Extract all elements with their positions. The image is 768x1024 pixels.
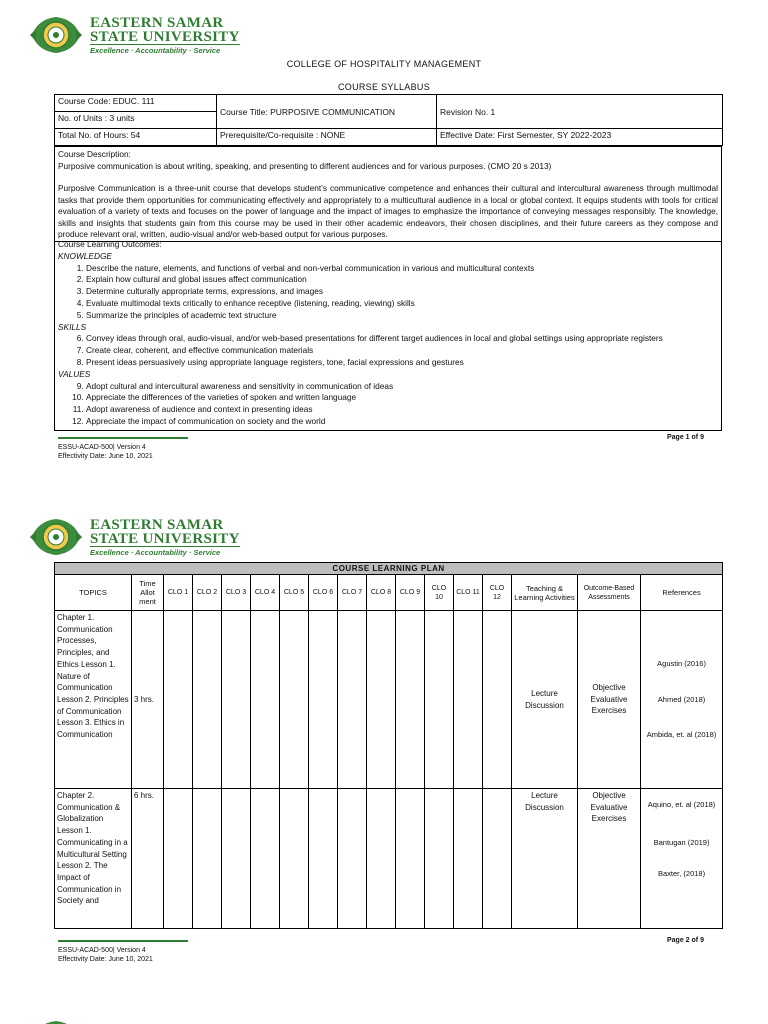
outcome-item: 10. Appreciate the differences of the varieties of spoken and written language	[86, 392, 718, 404]
footer-effectivity: Effectivity Date: June 10, 2021	[58, 956, 153, 963]
header-clo: CLO 10	[425, 575, 454, 611]
header-clo: CLO 5	[280, 575, 309, 611]
page-number: Page 2 of 9	[667, 937, 704, 944]
learning-plan-band: COURSE LEARNING PLAN	[55, 563, 723, 575]
skills-label: SKILLS	[58, 321, 87, 332]
outcome-item: 5. Summarize the principles of academic text structure	[86, 310, 718, 322]
footer-code: ESSU-ACAD-500| Version 4	[58, 947, 146, 954]
outcome-item: 6. Convey ideas through oral, audio-visual, and/or web-based presentations for different target audiences in local and global settings using appropriate registers	[86, 333, 718, 345]
reference-item: Ambida, et. al (2018)	[646, 730, 717, 740]
row-time: 3 hrs.	[132, 611, 164, 789]
row-topic: Chapter 1. Communication Processes, Principles, and Ethics Lesson 1. Nature of Communication Lesson 2. Principles of Communication Lesson 3. Ethics in Communication	[55, 611, 132, 789]
footer-rule	[58, 940, 188, 942]
course-learning-outcomes	[54, 238, 722, 431]
units: No. of Units : 3 units	[55, 112, 217, 129]
outcome-item: 8. Present ideas persuasively using appropriate language registers, tone, facial expressions and gestures	[86, 357, 718, 369]
row-teaching-activity: Lecture Discussion	[512, 611, 578, 789]
footer-rule	[58, 437, 188, 439]
row-teaching-activity: Lecture Discussion	[512, 789, 578, 929]
header-clo: CLO 12	[483, 575, 512, 611]
university-name-line2: STATE UNIVERSITY	[90, 530, 240, 547]
values-list	[58, 381, 718, 428]
header-teaching-activities: Teaching & Learning Activities	[512, 575, 578, 611]
outcome-item: 2. Explain how cultural and global issues affect communication	[86, 274, 718, 286]
reference-item: Agustin (2016)	[657, 659, 706, 669]
effective-date: Effective Date: First Semester, SY 2022-2023	[437, 129, 723, 146]
outcome-item: 4. Evaluate multimodal texts critically to enhance receptive (listening, reading, viewing) skills	[86, 298, 718, 310]
university-seal-icon	[28, 13, 84, 57]
university-seal-icon	[28, 1017, 84, 1024]
reference-item: Baxter, (2018)	[657, 869, 706, 878]
skills-list	[58, 333, 718, 368]
university-name-line1: EASTERN SAMAR	[90, 516, 224, 533]
values-label: VALUES	[58, 368, 91, 379]
footer-doc-code	[58, 443, 153, 461]
header-references: References	[641, 575, 723, 611]
header-topics: TOPICS	[55, 575, 132, 611]
row-assessment: Objective Evaluative Exercises	[578, 789, 641, 929]
header-clo: CLO 6	[309, 575, 338, 611]
university-seal-icon	[28, 515, 84, 559]
university-logo	[28, 13, 240, 57]
outcome-item: 1. Describe the nature, elements, and functions of verbal and non-verbal communication in various and multicultural contexts	[86, 263, 718, 275]
header-clo: CLO 1	[164, 575, 193, 611]
outcomes-label: Course Learning Outcomes:	[58, 239, 162, 249]
row-time: 6 hrs.	[132, 789, 164, 929]
table-row	[55, 789, 723, 929]
header-time-allotment: Time Allot ment	[132, 575, 164, 611]
university-name-line1: EASTERN SAMAR	[90, 14, 224, 31]
outcome-item: 9. Adopt cultural and intercultural awareness and sensitivity in communication of ideas	[86, 381, 718, 393]
header-clo: CLO 7	[338, 575, 367, 611]
knowledge-list	[58, 263, 718, 322]
row-assessment: Objective Evaluative Exercises	[578, 611, 641, 789]
outcome-item: 3. Determine culturally appropriate terms, expressions, and images	[86, 286, 718, 298]
footer-doc-code	[58, 946, 153, 964]
header-clo: CLO 2	[193, 575, 222, 611]
document-title: COURSE SYLLABUS	[337, 82, 431, 92]
prerequisite: Prerequisite/Co-requisite : NONE	[217, 129, 437, 146]
row-references	[641, 789, 723, 929]
page-number: Page 1 of 9	[667, 434, 704, 441]
description-paragraph-2: Purposive Communication is a three-unit course that develops student’s communicative competence and enhances their cultural and intercultural awareness through multimodal tasks that provide them opportunities for communicating effectively and appropriately to a multicultural audience in a local or global context. It equips students with tools for critical evaluation of a variety of texts and focuses on the power of language and the impact of images to emphasize the importance of conveying messages responsibly. The knowledge, skills and insights that students gain from this course may be used in their other academic endeavors, their chosen disciplines, and their future careers as they compose and produce relevant oral, written, audio-visual and/or web-based output for various purposes.	[58, 183, 718, 239]
college-name: COLLEGE OF HOSPITALITY MANAGEMENT	[286, 59, 482, 69]
course-code: Course Code: EDUC. 111	[55, 95, 217, 112]
university-name-line2: STATE UNIVERSITY	[90, 28, 240, 45]
footer-effectivity: Effectivity Date: June 10, 2021	[58, 453, 153, 460]
course-description	[54, 146, 722, 242]
page-3-partial	[0, 1005, 768, 1024]
outcome-item: 11. Adopt awareness of audience and context in presenting ideas	[86, 404, 718, 416]
total-hours: Total No. of Hours: 54	[55, 129, 217, 146]
row-topic: Chapter 2. Communication & Globalization Lesson 1. Communicating in a Multicultural Setting Lesson 2. The Impact of Communication in Society and	[55, 789, 132, 929]
header-clo: CLO 4	[251, 575, 280, 611]
course-meta-table	[54, 94, 723, 146]
description-label: Course Description:	[58, 149, 131, 159]
revision-number: Revision No. 1	[437, 95, 723, 129]
syllabus-page-1	[0, 0, 768, 470]
university-logo	[28, 515, 240, 559]
reference-item: Bantugan (2019)	[653, 837, 710, 847]
reference-item: Aquino, et. al (2018)	[647, 800, 716, 809]
syllabus-page-2	[0, 500, 768, 980]
row-references	[641, 611, 723, 789]
knowledge-label: KNOWLEDGE	[58, 250, 112, 261]
university-tagline: Excellence · Accountability · Service	[90, 45, 221, 55]
table-row	[55, 611, 723, 789]
description-paragraph-1: Purposive communication is about writing, speaking, and presenting to different audiences and for various purposes. (CMO 20 s 2013)	[58, 160, 552, 171]
header-clo: CLO 3	[222, 575, 251, 611]
university-tagline: Excellence · Accountability · Service	[90, 547, 221, 557]
header-clo: CLO 8	[367, 575, 396, 611]
header-clo: CLO 11	[454, 575, 483, 611]
outcome-item: 7. Create clear, coherent, and effective communication materials	[86, 345, 718, 357]
header-assessments: Outcome-Based Assessments	[578, 575, 641, 611]
course-learning-plan-table	[54, 562, 723, 929]
reference-item: Ahmed (2018)	[657, 694, 706, 704]
outcome-item: 12. Appreciate the impact of communication on society and the world	[86, 416, 718, 428]
course-title: Course Title: PURPOSIVE COMMUNICATION	[217, 95, 437, 129]
footer-code: ESSU-ACAD-500| Version 4	[58, 444, 146, 451]
header-clo: CLO 9	[396, 575, 425, 611]
